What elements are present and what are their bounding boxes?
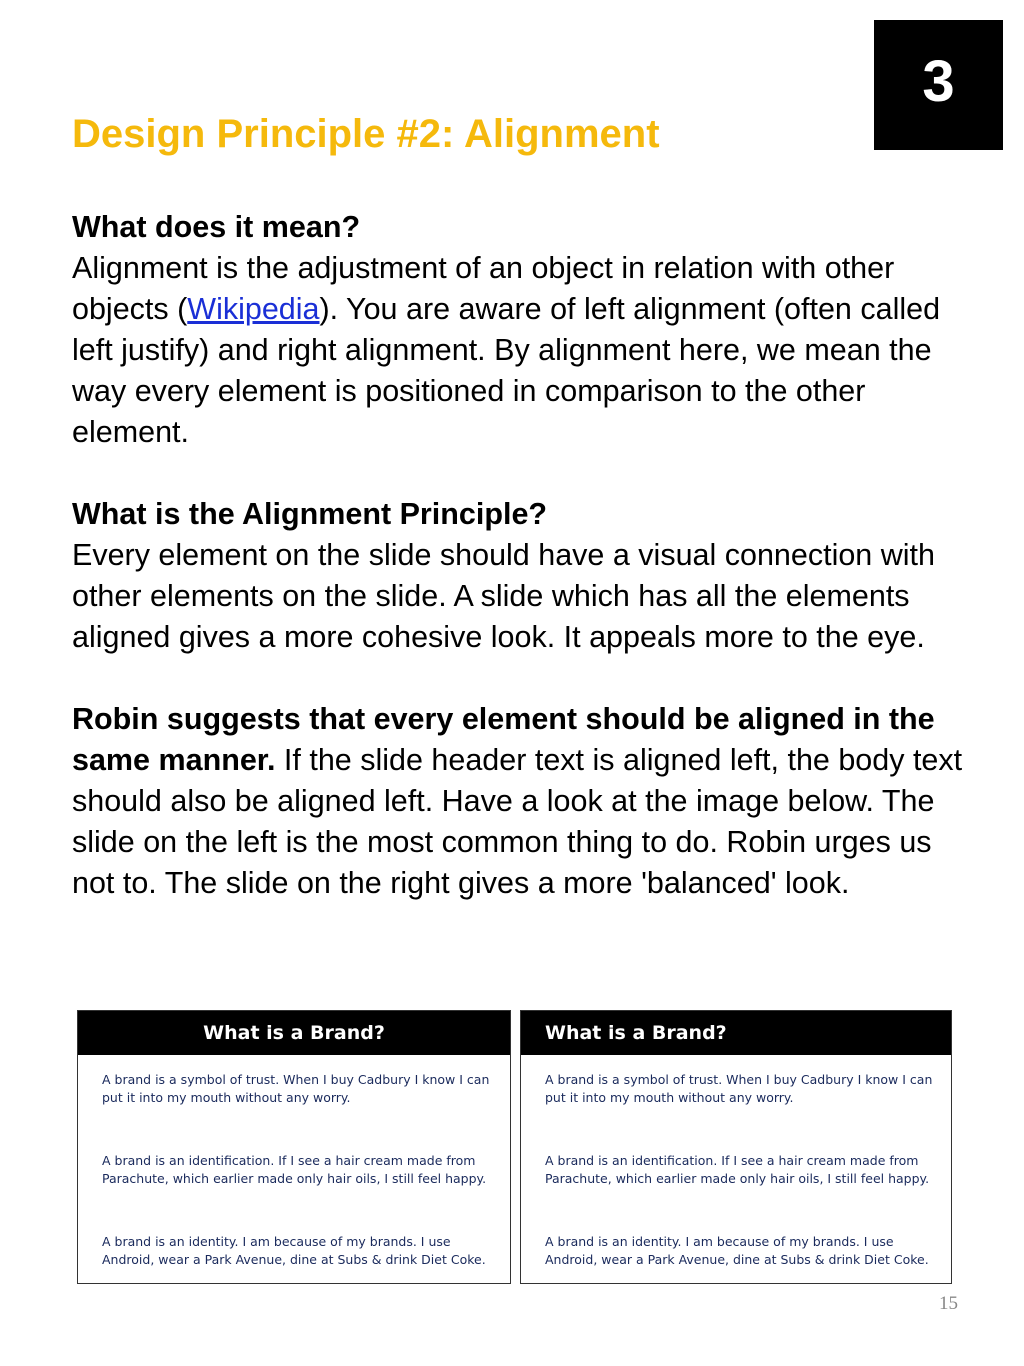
slide-text: A brand is an identity. I am because of my brands. I use Android, wear a Park Avenue, dine at Subs & drink Diet Coke. [102, 1234, 486, 1267]
page-title: Design Principle #2: Alignment [72, 112, 660, 156]
section-paragraph-principle: Every element on the slide should have a visual connection with other elements on the slide. A slide which has all the elements aligned gives a more cohesive look. It appeals more to the eye. [72, 538, 935, 654]
page-badge: 3 [874, 20, 1003, 150]
example-slide-centered [77, 1010, 511, 1284]
slide-text: A brand is an identification. If I see a hair cream made from Parachute, which earlier made only hair oils, I still feel happy. [545, 1153, 930, 1186]
slide-title: What is a Brand? [521, 1011, 951, 1055]
slide-text: A brand is a symbol of trust. When I buy Cadbury I know I can put it into my mouth without any worry. [545, 1072, 933, 1105]
slide-title: What is a Brand? [78, 1011, 510, 1055]
page-number: 15 [939, 1293, 958, 1314]
slide-text: A brand is an identification. If I see a hair cream made from Parachute, which earlier made only hair oils, I still feel happy. [102, 1153, 487, 1186]
paragraph-text: ). You are aware of left alignment (often called left justify) and right alignment. By alignment here, we mean the way every element is positioned in comparison to the other element. [72, 292, 941, 449]
emphasis-text: Robin suggests that every element should be aligned in the same manner. [72, 702, 935, 777]
slide-body [78, 1055, 510, 1268]
wikipedia-link[interactable]: Wikipedia [187, 292, 320, 326]
example-slide-left-aligned [520, 1010, 952, 1284]
slide-body [521, 1055, 951, 1268]
section-paragraph-meaning [72, 248, 972, 453]
body-content [72, 207, 972, 904]
slide-text: A brand is an identity. I am because of my brands. I use Android, wear a Park Avenue, dine at Subs & drink Diet Coke. [545, 1234, 929, 1267]
section-heading-meaning: What does it mean? [72, 210, 361, 244]
section-paragraph-robin [72, 699, 972, 904]
slide-text: A brand is a symbol of trust. When I buy Cadbury I know I can put it into my mouth without any worry. [102, 1072, 490, 1105]
paragraph-text: If the slide header text is aligned left, the body text should also be aligned left. Have a look at the image below. The slide on the left is the most common thing to do. Robin urges us not to. The slide on the right gives a more 'balanced' look. [72, 743, 963, 900]
section-heading-principle: What is the Alignment Principle? [72, 497, 548, 531]
paragraph-text: Alignment is the adjustment of an object in relation with other objects ( [72, 251, 895, 326]
